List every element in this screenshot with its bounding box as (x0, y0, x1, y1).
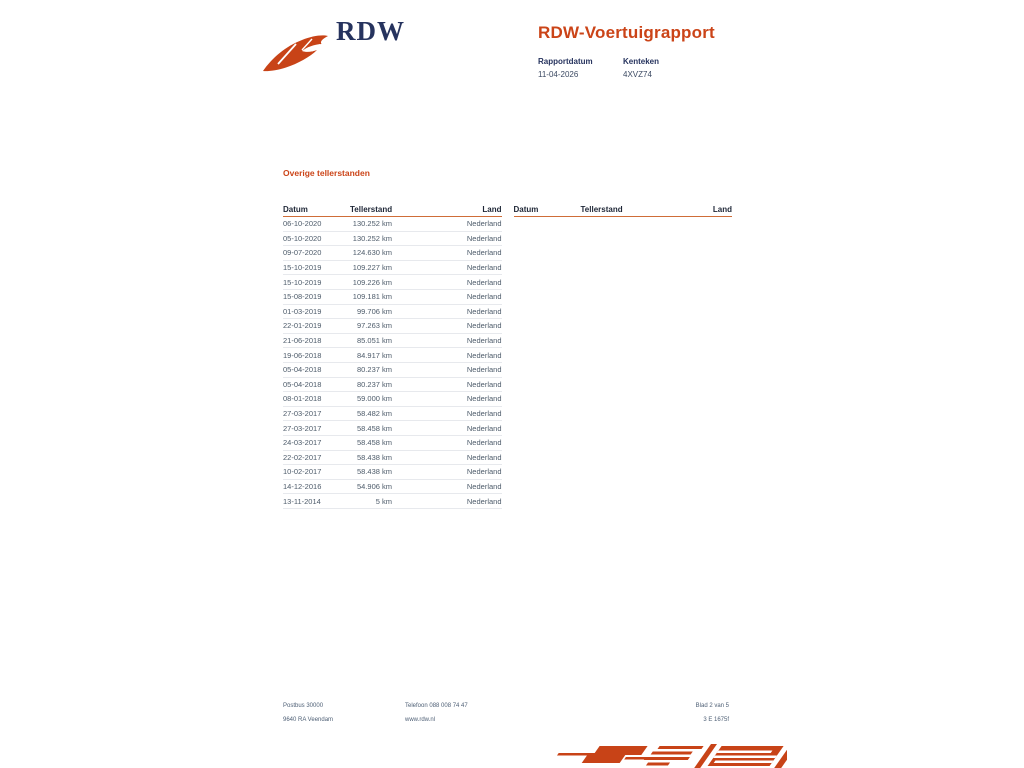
table-row (283, 392, 502, 407)
row-odometer-reading: 99.706 km (356, 306, 392, 316)
row-date: 21-06-2018 (283, 336, 322, 346)
table-row (283, 334, 502, 349)
row-date: 10-02-2017 (283, 467, 322, 477)
row-odometer-reading: 58.458 km (356, 423, 392, 433)
row-date: 06-10-2020 (283, 219, 322, 229)
row-date: 24-03-2017 (283, 438, 322, 448)
row-odometer-reading: 80.237 km (356, 365, 392, 375)
table-row (283, 436, 502, 451)
report-date-block (538, 57, 623, 79)
kenteken-value: 4XVZ74 (623, 69, 652, 79)
table-header-row (514, 205, 733, 217)
footer-postbus: Postbus 30000 (283, 703, 324, 709)
table-row (283, 451, 502, 466)
table-row (283, 305, 502, 320)
row-date: 05-10-2020 (283, 233, 322, 243)
row-odometer-reading: 109.181 km (352, 292, 392, 302)
odometer-tables (283, 205, 732, 509)
footer-form-code: 3 E 1675f (703, 717, 729, 723)
row-country: Nederland (466, 423, 502, 433)
report-date-value: 11-04-2026 (538, 69, 579, 79)
row-odometer-reading: 84.917 km (356, 350, 392, 360)
page-title: RDW-Voertuigrapport (538, 23, 715, 42)
row-odometer-reading: 124.630 km (352, 248, 392, 258)
column-header-land: Land (712, 205, 732, 214)
table-row (283, 290, 502, 305)
table-row (283, 378, 502, 393)
row-country: Nederland (466, 219, 502, 229)
row-odometer-reading: 59.000 km (356, 394, 392, 404)
row-date: 27-03-2017 (283, 423, 322, 433)
row-country: Nederland (466, 233, 502, 243)
column-header-tellerstand: Tellerstand (580, 205, 623, 214)
row-country: Nederland (466, 452, 502, 462)
row-date: 05-04-2018 (283, 379, 322, 389)
row-country: Nederland (466, 394, 502, 404)
row-date: 14-12-2016 (283, 481, 322, 491)
row-country: Nederland (466, 263, 502, 273)
row-odometer-reading: 58.458 km (356, 438, 392, 448)
table-header-row (283, 205, 502, 217)
odometer-table-left-rows (283, 217, 502, 509)
table-row (283, 494, 502, 509)
footer-city: 9640 RA Veendam (283, 717, 334, 723)
footer-page-indicator: Blad 2 van 5 (695, 703, 729, 709)
report-date-label: Rapportdatum (538, 57, 593, 66)
table-row (283, 261, 502, 276)
table-row (283, 275, 502, 290)
rdw-speed-stripes-graphic (549, 744, 787, 768)
row-odometer-reading: 5 km (375, 496, 392, 506)
column-header-datum: Datum (283, 205, 308, 214)
table-row (283, 363, 502, 378)
row-odometer-reading: 58.438 km (356, 467, 392, 477)
row-date: 05-04-2018 (283, 365, 322, 375)
row-date: 15-10-2019 (283, 277, 322, 287)
footer-address (283, 699, 405, 727)
row-date: 08-01-2018 (283, 394, 322, 404)
row-country: Nederland (466, 438, 502, 448)
row-date: 22-01-2019 (283, 321, 322, 331)
row-date: 27-03-2017 (283, 409, 322, 419)
column-header-datum: Datum (513, 205, 539, 214)
row-country: Nederland (466, 292, 502, 302)
row-country: Nederland (466, 409, 502, 419)
column-header-tellerstand: Tellerstand (350, 205, 393, 214)
table-row (283, 480, 502, 495)
rdw-swoosh-icon (262, 31, 330, 73)
row-country: Nederland (466, 481, 502, 491)
row-date: 13-11-2014 (283, 496, 321, 506)
row-odometer-reading: 85.051 km (356, 336, 392, 346)
row-date: 01-03-2019 (283, 306, 322, 316)
row-odometer-reading: 80.237 km (356, 379, 392, 389)
odometer-table-left (283, 205, 502, 509)
row-odometer-reading: 130.252 km (352, 233, 392, 243)
footer-contact (405, 699, 696, 727)
table-row (283, 348, 502, 363)
row-date: 15-10-2019 (283, 263, 322, 273)
column-header-land: Land (482, 205, 502, 214)
footer-phone: Telefoon 088 008 74 47 (405, 703, 468, 709)
row-country: Nederland (466, 321, 502, 331)
row-country: Nederland (466, 350, 502, 360)
row-odometer-reading: 58.438 km (356, 452, 392, 462)
rdw-logo-text: RDW (336, 16, 405, 46)
row-country: Nederland (466, 248, 502, 258)
row-date: 09-07-2020 (283, 248, 322, 258)
row-odometer-reading: 54.906 km (356, 481, 392, 491)
section-heading: Overige tellerstanden (283, 168, 370, 178)
row-date: 19-06-2018 (283, 350, 322, 360)
footer-page-info (696, 699, 729, 727)
row-date: 22-02-2017 (283, 452, 322, 462)
row-country: Nederland (466, 379, 502, 389)
kenteken-label: Kenteken (623, 57, 660, 66)
row-odometer-reading: 109.227 km (352, 263, 392, 273)
page-footer (283, 699, 729, 727)
row-country: Nederland (466, 306, 502, 316)
row-odometer-reading: 130.252 km (352, 219, 392, 229)
row-odometer-reading: 58.482 km (356, 409, 392, 419)
row-country: Nederland (466, 496, 502, 506)
table-row (283, 246, 502, 261)
row-country: Nederland (466, 277, 502, 287)
row-date: 15-08-2019 (283, 292, 322, 302)
footer-website: www.rdw.nl (405, 717, 436, 723)
odometer-table-right (514, 205, 733, 509)
kenteken-block (623, 57, 659, 79)
row-country: Nederland (466, 336, 502, 346)
table-row (283, 232, 502, 247)
row-odometer-reading: 97.263 km (356, 321, 392, 331)
row-odometer-reading: 109.226 km (352, 277, 392, 287)
table-row (283, 465, 502, 480)
table-row (283, 217, 502, 232)
report-meta (538, 57, 659, 79)
table-row (283, 407, 502, 422)
row-country: Nederland (466, 467, 502, 477)
table-row (283, 319, 502, 334)
table-row (283, 421, 502, 436)
row-country: Nederland (466, 365, 502, 375)
